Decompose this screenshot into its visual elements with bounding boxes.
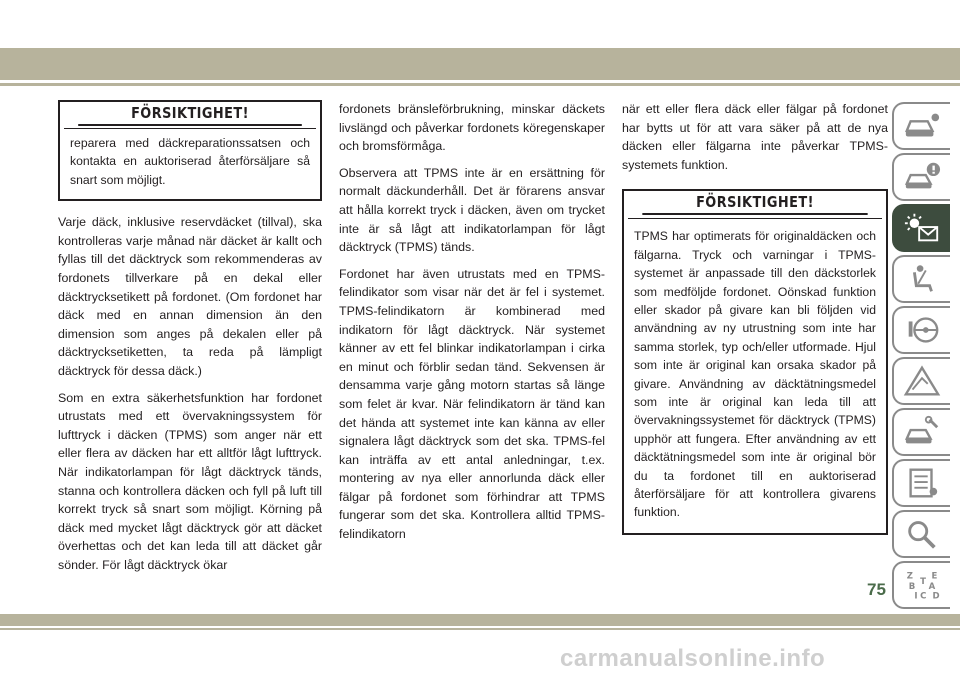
header-band bbox=[0, 48, 960, 80]
index-letter: D bbox=[932, 591, 940, 602]
tab-specifications[interactable] bbox=[892, 459, 950, 507]
index-letter: T bbox=[920, 577, 926, 588]
watermark: carmanualsonline.info bbox=[560, 645, 826, 672]
index-letter: I bbox=[914, 591, 918, 602]
paragraph: Varje däck, inklusive reservdäcket (tillval), ska kontrolleras varje månad när däcket är kallt och fyllas till det däcktryck som rekommenderas av fordonets tillverkare på en dekal eller däcktrycksetikett på fordonet. (Om fordonet har däck med en annan dimension än den dimension som anges på dekalen eller på däcktrycksetiketten, ta reda på lämpligt däcktryck för dessa däck.) bbox=[58, 215, 322, 378]
tab-index[interactable] bbox=[892, 561, 950, 609]
caution-box bbox=[622, 189, 888, 535]
seat-person-icon bbox=[903, 262, 941, 296]
index-letter: B bbox=[908, 581, 916, 592]
tab-car-warning[interactable] bbox=[892, 153, 950, 201]
header-rule bbox=[0, 83, 960, 86]
column-right bbox=[622, 100, 888, 547]
index-letter: Z bbox=[906, 571, 914, 582]
car-wrench-icon bbox=[903, 415, 941, 449]
footer-rule bbox=[0, 628, 960, 630]
car-info-icon bbox=[903, 109, 941, 143]
tab-driving[interactable] bbox=[892, 306, 950, 354]
footer-band bbox=[0, 614, 960, 626]
road-warning-icon bbox=[903, 364, 941, 398]
index-letters-icon bbox=[903, 568, 941, 602]
caution-box bbox=[58, 100, 322, 201]
checklist-icon bbox=[903, 466, 941, 500]
caution-title: FÖRSIKTIGHET! bbox=[78, 102, 302, 126]
car-warning-icon bbox=[903, 160, 941, 194]
light-message-icon bbox=[903, 211, 941, 245]
tab-seat-safety[interactable] bbox=[892, 255, 950, 303]
caution-text: reparera med däckreparationssatsen och kontakta en auktoriserad återförsäljare så snart som möjligt. bbox=[64, 128, 316, 194]
paragraph: Observera att TPMS inte är en ersättning för normalt däckunderhåll. Det är förarens ansvar att hålla korrekt tryck i däcken, även om trycket inte är så lågt att indikatorlampan för lågt däcktryck (TPMS) tänds. bbox=[339, 165, 605, 255]
index-letter: C bbox=[920, 591, 927, 602]
paragraph: fordonets bränsleförbrukning, minskar däckets livslängd och påverkar fordonets köregenskaper och bromsförmåga. bbox=[339, 102, 605, 154]
index-letter: A bbox=[928, 581, 936, 592]
steering-wheel-icon bbox=[903, 313, 941, 347]
tab-car-info[interactable] bbox=[892, 102, 950, 150]
paragraph: Fordonet har även utrustats med en TPMS-felindikator som visar när det är fel i systemet. TPMS-felindikatorn är kombinerad med indikatorn för lågt däcktryck. När systemet känner av ett fel blinkar indikatorlampan i cirka en minut och förblir sedan tänd. Sekvensen är densamma varje gång motorn startas så länge som felet är kvar. När felindikatorn är tänd kan det hända att systemet inte kan känna av eller signalera lågt däcktryck som det ska. TPMS-fel kan inträffa av ett antal anledningar, t.ex. montering av nya eller annorlunda däck eller fälgar på fordonet som förhindrar att TPMS fungerar som det ska. Kontrollera alltid TPMS-felindikatorn bbox=[339, 266, 605, 542]
tab-lights-messages[interactable] bbox=[892, 204, 950, 252]
page-number: 75 bbox=[867, 580, 886, 599]
paragraph: Som en extra säkerhetsfunktion har fordonet utrustats med ett övervakningssystem för lufttryck i däcken (TPMS) som anger när ett eller flera av däcken har ett alltför lågt lufttryck. När indikatorlampan för lågt däcktryck tänds, stanna och kontrollera däcken och fyll på luft till korrekt tryck så snart som möjligt. Körning på däck med mycket lågt däcktryck gör att däcket överhettas och det kan leda till att däcket går sönder. För lågt däcktryck ökar bbox=[58, 390, 322, 572]
column-middle bbox=[339, 100, 605, 552]
magnifier-icon bbox=[903, 517, 941, 551]
paragraph: när ett eller flera däck eller fälgar på fordonet har bytts ut för att vara säker på att de nya däcken eller fälgarna inte påverkar TPMS-systemets funktion. bbox=[622, 102, 888, 172]
index-letter: E bbox=[931, 571, 938, 582]
tab-search[interactable] bbox=[892, 510, 950, 558]
column-left bbox=[58, 100, 322, 583]
caution-text: TPMS har optimerats för originaldäcken och fälgarna. Tryck och varningar i TPMS-systemet är anpassade till den däckstorlek som medföljde fordonet. Oönskad funktion eller skador på givare kan bli följden vid användning av ny utrustning som inte har samma storlek, typ och/eller utformade. Hjul som inte är original kan orsaka skador på givare. Användning av däcktätningsmedel som inte är original kan leda till att övervakningssystemet för däcktryck (TPMS) upphör att fungera. Efter användning av ett däcktätningsmedel som inte är original bör du ta fordonet till en auktoriserad återförsäljare för att kontrollera givarens funktion. bbox=[628, 218, 882, 528]
caution-title: FÖRSIKTIGHET! bbox=[642, 191, 867, 215]
chapter-tabs bbox=[892, 102, 950, 612]
tab-service[interactable] bbox=[892, 408, 950, 456]
tab-emergency[interactable] bbox=[892, 357, 950, 405]
